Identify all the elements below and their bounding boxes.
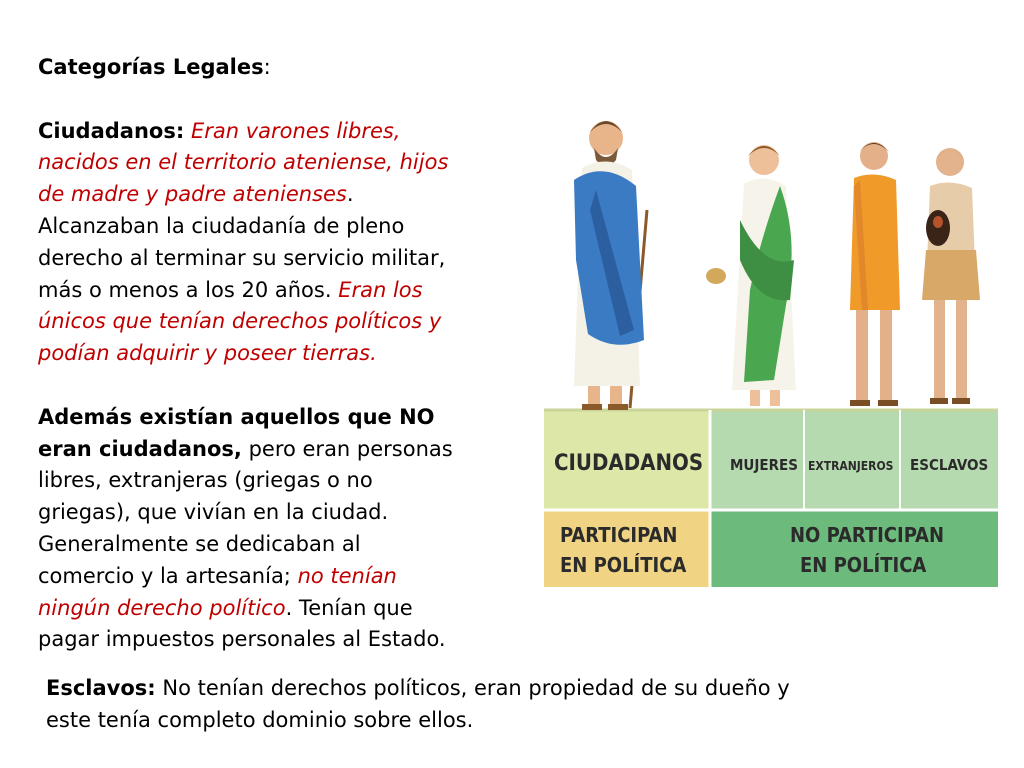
foreigner-figure (850, 142, 900, 406)
ciudadanos-paragraph (38, 116, 453, 370)
ciudadanos-definition-1: Eran varones libres, (190, 118, 401, 143)
ciudadanos-rights-2: únicos que tenían derechos políticos y (38, 309, 442, 334)
ciudadanos-definition-3: de madre y padre atenienses (38, 182, 347, 207)
ciudadanos-text-5: derecho al terminar su servicio militar, (38, 245, 446, 270)
citizen-figure (574, 121, 647, 410)
label-participan-1: PARTICIPAN (560, 523, 678, 547)
no-ciudadanos-rights-1: no tenían (297, 563, 397, 588)
section-heading (38, 52, 453, 84)
esclavos-text-1: No tenían derechos políticos, eran propiedad de su dueño y (155, 676, 790, 700)
slave-figure (922, 148, 980, 404)
no-ciudadanos-text-8: pagar impuestos personales al Estado. (38, 627, 446, 652)
label-ciudadanos: CIUDADANOS (554, 451, 704, 476)
label-participan-2: EN POLÍTICA (560, 553, 687, 577)
no-ciudadanos-text-7: . Tenían que (285, 595, 413, 620)
heading-colon: : (263, 55, 271, 79)
label-esclavos: ESCLAVOS (910, 456, 989, 474)
blank-line (38, 370, 453, 402)
main-text-block (38, 52, 453, 656)
sentence-period: . (346, 182, 354, 207)
no-ciudadanos-heading-1: Además existían aquellos que NO (38, 404, 435, 429)
ciudadanos-rights-3: podían adquirir y poseer tierras. (38, 341, 377, 366)
ciudadanos-text-6: más o menos a los 20 años. (38, 277, 339, 302)
label-extranjeros: EXTRANJEROS (808, 459, 894, 473)
no-ciudadanos-text-2: pero eran personas (241, 436, 453, 461)
blank-line (38, 84, 453, 116)
ciudadanos-term: Ciudadanos: (38, 118, 185, 143)
no-ciudadanos-heading-2: eran ciudadanos, (38, 436, 242, 461)
athenian-social-classes-illustration (544, 90, 998, 587)
no-ciudadanos-text-6: comercio y la artesanía; (38, 563, 298, 588)
esclavos-term: Esclavos: (46, 676, 156, 700)
label-no-participan-1: NO PARTICIPAN (790, 523, 945, 547)
ciudadanos-definition-2: nacidos en el territorio ateniense, hijos (38, 150, 449, 175)
ciudadanos-rights-1: Eran los (338, 277, 423, 302)
woman-figure (706, 145, 796, 406)
no-ciudadanos-text-5: Generalmente se dedicaban al (38, 531, 361, 556)
esclavos-paragraph (46, 673, 790, 737)
heading-title: Categorías Legales (38, 55, 264, 79)
ciudadanos-text-4: Alcanzaban la ciudadanía de pleno (38, 213, 405, 238)
no-ciudadanos-text-3: libres, extranjeras (griegas o no (38, 468, 373, 493)
no-ciudadanos-text-4: griegas), que vivían en la ciudad. (38, 500, 389, 525)
no-ciudadanos-rights-2: ningún derecho político (38, 595, 286, 620)
no-ciudadanos-paragraph (38, 402, 453, 656)
label-mujeres: MUJERES (730, 456, 798, 474)
label-no-participan-2: EN POLÍTICA (800, 553, 927, 577)
esclavos-text-2: este tenía completo dominio sobre ellos. (46, 707, 474, 732)
